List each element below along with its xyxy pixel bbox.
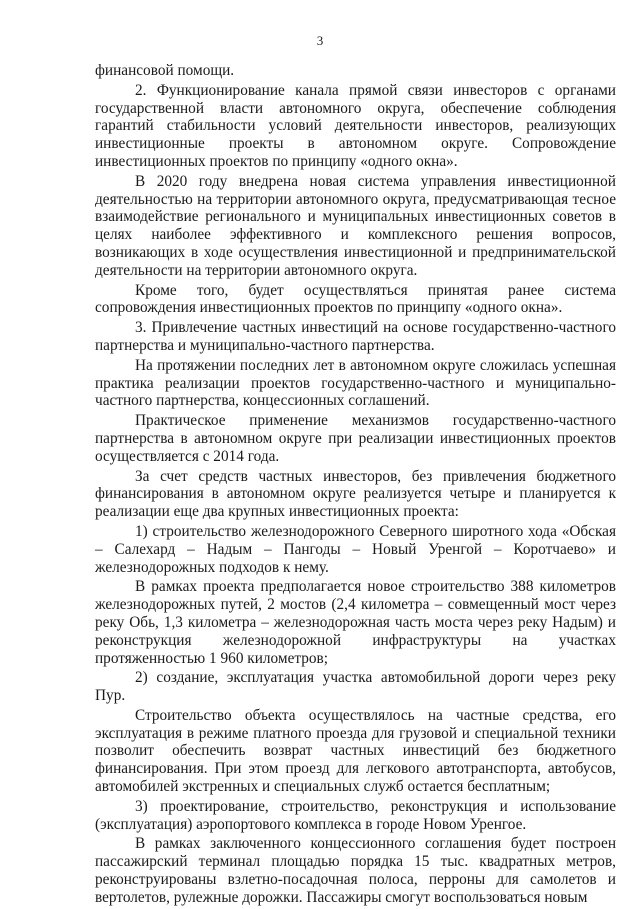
list-item-2: 2) создание, эксплуатация участка автомобильной дороги через реку Пур.: [95, 669, 616, 705]
document-body: [95, 62, 616, 909]
list-item-1: 1) строительство железнодорожного Северного широтного хода «Обская – Салехард – Надым – Пангоды – Новый Уренгой – Коротчаево» и железнодорожных подходов к нему.: [95, 522, 616, 576]
paragraph: Практическое применение механизмов государственно-частного партнерства в автономном округе при реализации инвестиционных проектов осуществляется с 2014 года.: [95, 412, 616, 465]
paragraph: В рамках проекта предполагается новое строительство 388 километров железнодорожных путей, 2 мостов (2,4 километра – совмещенный мост через реку Обь, 1,3 километра – железнодорожная часть моста через реку Надым) и реконструкция железнодорожной инфраструктуры на участках протяженностью 1 960 километров;: [95, 578, 616, 667]
paragraph: В 2020 году внедрена новая система управления инвестиционной деятельностью на территории автономного округа, предусматривающая тесное взаимодействие регионального и муниципальных инвестиционных советов в целях наиболее эффективного и комплексного решения вопросов, возникающих в ходе осуществления инвестиционной и предпринимательской деятельности на территории автономного округа.: [95, 172, 616, 279]
paragraph: Строительство объекта осуществлялось на частные средства, его эксплуатация в режиме платного проезда для грузовой и специальной техники позволит обеспечить возврат частных инвестиций без бюджетного финансирования. При этом проезд для легкового автотранспорта, автобусов, автомобилей экстренных и специальных служб остается бесплатным;: [95, 706, 616, 796]
paragraph-item-2: 2. Функционирование канала прямой связи инвесторов с органами государственной власти автономного округа, обеспечение соблюдения гарантий стабильности условий деятельности инвесторов, реализующих инвестиционные проекты в автономном округе. Сопровождение инвестиционных проектов по принципу «одного окна».: [95, 81, 616, 170]
paragraph: За счет средств частных инвесторов, без привлечения бюджетного финансирования в автономном округе реализуется четыре и планируется к реализации еще два крупных инвестиционных проекта:: [95, 467, 616, 521]
paragraph-continuation: финансовой помощи.: [95, 62, 235, 79]
page-number: 3: [316, 33, 324, 48]
list-item-3: 3) проектирование, строительство, реконструкция и использование (эксплуатация) аэропортового комплекса в городе Новом Уренгое.: [95, 797, 616, 833]
paragraph-item-3: 3. Привлечение частных инвестиций на основе государственно-частного партнерства и муниципально-частного партнерства.: [95, 319, 616, 354]
paragraph: В рамках заключенного концессионного соглашения будет построен пассажирский терминал площадью порядка 15 тыс. квадратных метров, реконструированы взлетно-посадочная полоса, перроны для самолетов и вертолетов, рулежные дорожки. Пассажиры смогут воспользоваться новым: [95, 835, 616, 906]
paragraph: На протяжении последних лет в автономном округе сложилась успешная практика реализации проектов государственно-частного и муниципально-частного партнерства, концессионных соглашений.: [95, 356, 616, 410]
paragraph: Кроме того, будет осуществляться принятая ранее система сопровождения инвестиционных проектов по принципу «одного окна».: [95, 281, 616, 317]
